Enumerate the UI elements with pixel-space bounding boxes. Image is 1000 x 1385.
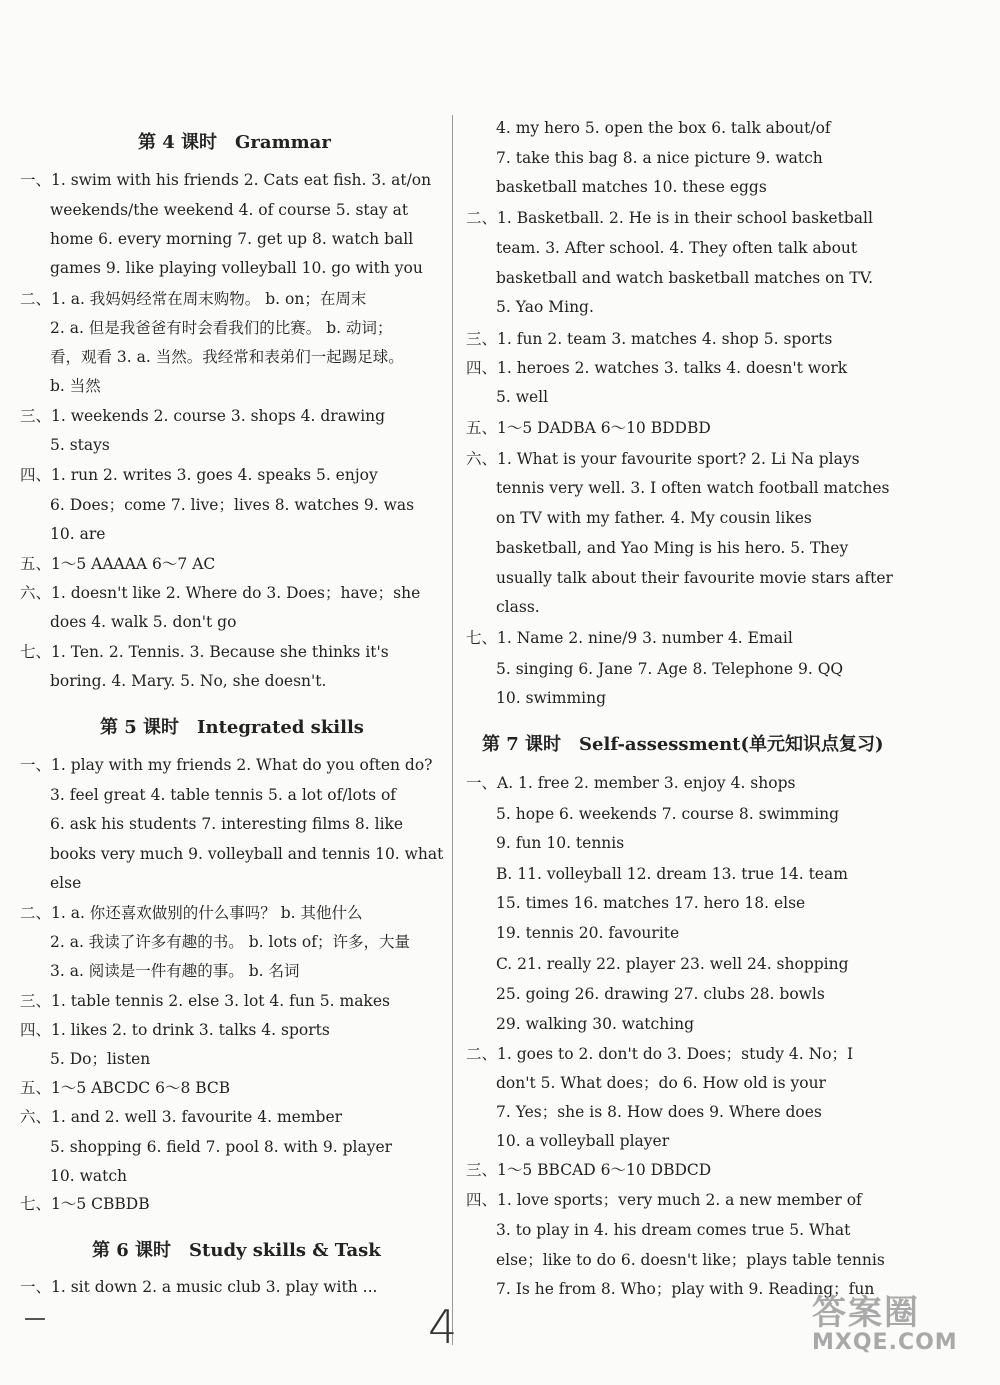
answer-line: 5. well — [496, 388, 549, 406]
answer-line: 2. a. 我读了许多有趣的书。 b. lots of；许多，大量 — [50, 933, 410, 951]
answer-line: class. — [496, 598, 540, 616]
answer-line: 七、1. Name 2. nine/9 3. number 4. Email — [466, 629, 793, 647]
answer-line: b. 当然 — [50, 377, 101, 395]
answer-line: weekends/the weekend 4. of course 5. stay at — [50, 201, 409, 219]
answer-line: 五、1～5 ABCDC 6～8 BCB — [20, 1079, 231, 1097]
answer-line: else；like to do 6. doesn't like；plays table tennis — [496, 1251, 885, 1269]
answer-line: 4. my hero 5. open the box 6. talk about/of — [496, 119, 831, 137]
answer-line: 5. singing 6. Jane 7. Age 8. Telephone 9. QQ — [496, 660, 844, 678]
answer-line: 7. Yes；she is 8. How does 9. Where does — [496, 1103, 822, 1121]
answer-line: 六、1. and 2. well 3. favourite 4. member — [20, 1108, 343, 1126]
answer-line: boring. 4. Mary. 5. No, she doesn't. — [50, 672, 327, 690]
column-divider — [452, 115, 453, 1345]
answer-line: 二、1. a. 我妈妈经常在周末购物。 b. on；在周末 — [20, 290, 367, 308]
answer-line: does 4. walk 5. don't go — [50, 613, 237, 631]
answer-line: 19. tennis 20. favourite — [496, 924, 680, 942]
answer-line: 四、1. run 2. writes 3. goes 4. speaks 5. enjoy — [20, 466, 378, 484]
answer-line: 一、1. swim with his friends 2. Cats eat fish. 3. at/on — [20, 171, 432, 189]
answer-line: 五、1～5 AAAAA 6～7 AC — [20, 555, 216, 573]
answer-line: else — [50, 874, 82, 892]
watermark-logo-text: 答案圈 — [812, 1293, 920, 1333]
answer-line: 二、1. Basketball. 2. He is in their school basketball — [466, 209, 873, 227]
section-heading: 第 4 课时 Grammar — [138, 132, 331, 153]
answer-line: don't 5. What does；do 6. How old is your — [496, 1074, 826, 1092]
answer-line: 三、1～5 BBCAD 6～10 DBDCD — [466, 1161, 712, 1179]
answer-line: 5. Yao Ming. — [496, 298, 594, 316]
answer-line: basketball and watch basketball matches on TV. — [496, 269, 874, 287]
answer-line: 四、1. heroes 2. watches 3. talks 4. doesn't work — [466, 359, 848, 377]
watermark-url: MXQE.COM — [812, 1330, 958, 1355]
answer-line: 一、A. 1. free 2. member 3. enjoy 4. shops — [466, 774, 796, 792]
answer-line: basketball, and Yao Ming is his hero. 5. They — [496, 539, 849, 557]
answer-line: usually talk about their favourite movie stars after — [496, 569, 893, 587]
answer-line: 3. a. 阅读是一件有趣的事。 b. 名词 — [50, 962, 300, 980]
answer-line: 七、1. Ten. 2. Tennis. 3. Because she thinks it's — [20, 643, 389, 661]
answer-line: 2. a. 但是我爸爸有时会看我们的比赛。 b. 动词； — [50, 319, 393, 337]
answer-line: 10. are — [50, 525, 106, 543]
answer-line: 二、1. goes to 2. don't do 3. Does；study 4. No；I — [466, 1045, 854, 1063]
answer-line: tennis very well. 3. I often watch football matches — [496, 479, 890, 497]
answer-line: 四、1. love sports；very much 2. a new member of — [466, 1191, 862, 1209]
answer-line: 29. walking 30. watching — [496, 1015, 695, 1033]
answer-line: 三、1. weekends 2. course 3. shops 4. drawing — [20, 407, 386, 425]
answer-line: 10. a volleyball player — [496, 1132, 670, 1150]
answer-line: 七、1～5 CBBDB — [20, 1195, 150, 1213]
answer-line: basketball matches 10. these eggs — [496, 178, 767, 196]
section-heading: 第 5 课时 Integrated skills — [100, 717, 364, 738]
page-edge-mark — [25, 1318, 45, 1320]
answer-line: 7. Is he from 8. Who；play with 9. Reading；fun — [496, 1280, 875, 1298]
answer-line: 10. swimming — [496, 689, 607, 707]
section-heading: 第 7 课时 Self-assessment(单元知识点复习) — [482, 734, 884, 755]
answer-line: 10. watch — [50, 1167, 127, 1185]
answer-line: on TV with my father. 4. My cousin likes — [496, 509, 812, 527]
answer-line: 5. stays — [50, 436, 110, 454]
answer-line: 六、1. What is your favourite sport? 2. Li Na plays — [466, 450, 860, 468]
answer-line: 15. times 16. matches 17. hero 18. else — [496, 894, 806, 912]
answer-line: 3. to play in 4. his dream comes true 5. What — [496, 1221, 851, 1239]
answer-line: 6. Does；come 7. live；lives 8. watches 9. was — [50, 496, 415, 514]
answer-line: 一、1. sit down 2. a music club 3. play with ... — [20, 1278, 378, 1296]
answer-line: 五、1～5 DADBA 6～10 BDDBD — [466, 419, 711, 437]
watermark — [812, 1285, 958, 1355]
answer-line: B. 11. volleyball 12. dream 13. true 14. team — [496, 865, 848, 883]
answer-line: team. 3. After school. 4. They often talk about — [496, 239, 858, 257]
answer-line: 看，观看 3. a. 当然。我经常和表弟们一起踢足球。 — [50, 348, 404, 366]
answer-line: 9. fun 10. tennis — [496, 834, 625, 852]
answer-line: 三、1. table tennis 2. else 3. lot 4. fun 5. makes — [20, 992, 390, 1010]
answer-line: 5. hope 6. weekends 7. course 8. swimming — [496, 805, 840, 823]
answer-line: books very much 9. volleyball and tennis 10. what — [50, 845, 444, 863]
answer-line: C. 21. really 22. player 23. well 24. shopping — [496, 955, 849, 973]
answer-line: 25. going 26. drawing 27. clubs 28. bowls — [496, 985, 825, 1003]
answer-line: 四、1. likes 2. to drink 3. talks 4. sports — [20, 1021, 330, 1039]
answer-line: 3. feel great 4. table tennis 5. a lot of/lots of — [50, 786, 397, 804]
answer-line: 一、1. play with my friends 2. What do you often do? — [20, 756, 433, 774]
answer-line: 六、1. doesn't like 2. Where do 3. Does；have；she — [20, 584, 421, 602]
answer-line: 5. Do；listen — [50, 1050, 151, 1068]
answer-line: 三、1. fun 2. team 3. matches 4. shop 5. sports — [466, 330, 833, 348]
page-number: 4 — [428, 1300, 458, 1354]
answer-line: 7. take this bag 8. a nice picture 9. watch — [496, 149, 823, 167]
answer-line: 6. ask his students 7. interesting films 8. like — [50, 815, 404, 833]
answer-line: 5. shopping 6. field 7. pool 8. with 9. player — [50, 1138, 393, 1156]
answer-line: games 9. like playing volleyball 10. go with you — [50, 259, 423, 277]
section-heading: 第 6 课时 Study skills & Task — [92, 1240, 381, 1261]
answer-line: home 6. every morning 7. get up 8. watch ball — [50, 230, 414, 248]
answer-line: 二、1. a. 你还喜欢做别的什么事吗？ b. 其他什么 — [20, 904, 363, 922]
